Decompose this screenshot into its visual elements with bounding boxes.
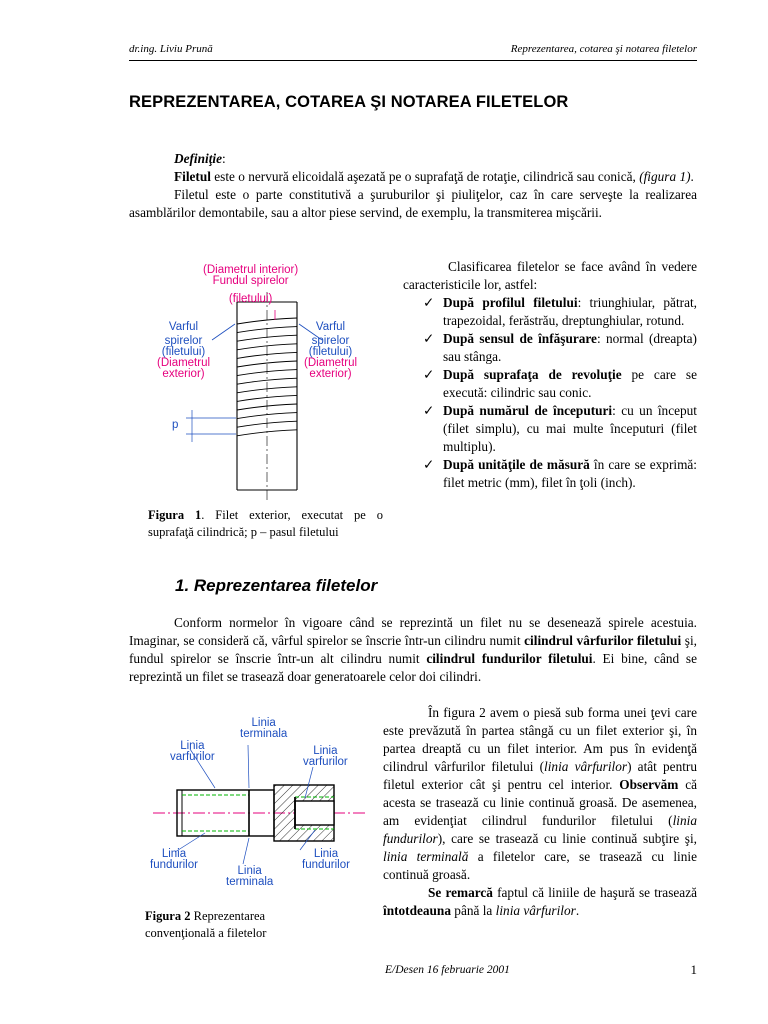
- definition-text: este o nervură elicoidală aşezată pe o suprafaţă de rotaţie, cilindrică sau conică,: [210, 169, 640, 184]
- classification-item-text: în care se exprimă: filet metric (mm), filet în ţoli (inch).: [443, 457, 698, 490]
- fig1-label-left-1: Varful: [168, 321, 199, 333]
- p2-f: linia fundurilor: [383, 813, 697, 846]
- fig2-label-fundurilor-left: [150, 849, 198, 871]
- classification-item: [423, 330, 697, 366]
- fig2-lbl-5b: terminala: [226, 876, 274, 888]
- fig2-lbl-6a: Linia: [313, 848, 339, 860]
- check-icon: ✓: [423, 331, 435, 346]
- figure1-arrow-left: [212, 324, 235, 340]
- fig1-label-right-4: (Diametrul: [304, 357, 358, 369]
- classification-item-text: : normal (dreapta) sau stânga.: [443, 331, 697, 364]
- p3-d: până la: [450, 903, 496, 918]
- check-icon: ✓: [423, 295, 435, 310]
- fig2-lbl-3a: Linia: [313, 745, 338, 757]
- check-icon: ✓: [423, 367, 435, 382]
- fig1-label-left: [157, 322, 210, 380]
- fig1-label-top: [203, 265, 298, 305]
- p3-e: linia vârfurilor: [495, 903, 576, 918]
- check-icon: ✓: [423, 403, 435, 418]
- fig2-label-fundurilor-right: [302, 849, 350, 871]
- definition-block: [129, 150, 697, 222]
- p2-h: linia terminală: [383, 849, 469, 864]
- classification-item-bold: După profilul filetului: [443, 295, 578, 310]
- leader-1: [248, 745, 249, 788]
- p2-a: În figura 2 avem o piesă sub forma unei ţevi care este prevăzută în partea stângă cu un filet exterior şi, în partea dreaptă cu un filet interior. Am pus în evidenţă cilindrul vârfurilor filetului (: [383, 705, 697, 774]
- check-icon: ✓: [423, 457, 435, 472]
- section1-paragraph-2-block: [383, 704, 697, 920]
- fig2-lbl-1a: Linia: [251, 717, 276, 729]
- figure1-caption: [148, 507, 383, 541]
- definition-fig-ref: (figura 1): [639, 169, 691, 184]
- definition-label: Definiţie: [174, 151, 223, 166]
- classification-item-text: : cu un început (filet simplu), cu mai multe începuturi (filet multiplu).: [443, 403, 698, 454]
- p1-d: cilindrul fundurilor filetului: [426, 651, 593, 666]
- fig1-label-right-1: Varful: [315, 321, 346, 333]
- section1-paragraph-2: [383, 704, 697, 884]
- p1-a: Conform normelor în vigoare când se reprezintă un filet nu se desenează spirele acestuia. Imaginar, se consideră că, vârful spirelor se înscrie într-un cilindru numit: [129, 615, 697, 648]
- p2-c: ) atât pentru filetul exterior cât şi pentru cel interior.: [383, 759, 697, 792]
- fig1-label-top-2: Fundul spirelor: [212, 275, 289, 287]
- section-heading: 1. Reprezentarea filetelor: [175, 576, 378, 595]
- classification-intro: Clasificarea filetelor se face având în vedere caracteristicile lor, astfel:: [403, 259, 697, 292]
- classification-item: [423, 294, 697, 330]
- header-doc-title: Reprezentarea, cotarea şi notarea filetelor: [510, 43, 697, 55]
- p2-e: că acesta se trasează cu linie continuă groasă. De asemenea, am evidenţiat cilindrul fundurilor filetului (: [383, 777, 697, 828]
- fig1-label-left-5: exterior): [162, 368, 205, 380]
- fig1-label-right: [304, 322, 357, 380]
- fig2-lbl-4a: Linia: [161, 848, 187, 860]
- section1-paragraph-3: [383, 884, 697, 920]
- header-rule: [129, 60, 697, 61]
- definition-term: Filetul: [174, 169, 211, 184]
- fig1-pitch-label: p: [172, 419, 179, 431]
- fig2-lbl-5a: Linia: [237, 865, 262, 877]
- fig1-label-left-3: (filetului): [161, 346, 206, 358]
- classification-item: [423, 366, 697, 402]
- footer-left: E/Desen 16 februarie 2001: [385, 964, 510, 976]
- definition-paragraph: [129, 168, 697, 186]
- p3-b: faptul că liniile de haşură se trasează: [492, 885, 697, 900]
- definition-end: .: [690, 169, 694, 184]
- classification-item-text: : triunghiular, pătrat, trapezoidal, ferăstrău, dreptunghiular, rotund.: [443, 295, 697, 328]
- leader-5: [243, 838, 249, 864]
- fig2-lbl-2a: Linia: [180, 740, 205, 752]
- p2-g: ), care se trasează cu linie continuă subţire şi,: [437, 831, 697, 846]
- classification-item: [423, 456, 697, 492]
- figure2-caption-text: Reprezentarea convenţională a filetelor: [145, 909, 267, 940]
- fig1-label-right-3: (filetului): [308, 346, 353, 358]
- p2-i: a filetelor care, se trasează cu linie continuă groasă.: [383, 849, 697, 882]
- p1-c: şi, fundul spirelor se înscrie într-un alt cilindru numit: [129, 633, 697, 666]
- p1-b: cilindrul vârfurilor filetului: [524, 633, 682, 648]
- p2-b: linia vârfurilor: [544, 759, 628, 774]
- classification-item-bold: După unităţile de măsură: [443, 457, 590, 472]
- classification-block: [403, 258, 697, 492]
- classification-item: [423, 402, 697, 456]
- figure2-caption-bold: Figura 2: [145, 909, 191, 923]
- definition-colon: :: [222, 151, 226, 166]
- fig2-label-terminala-top: [240, 718, 287, 740]
- classification-item-bold: După sensul de înfăşurare: [443, 331, 597, 346]
- figure2-internal-hole: [295, 801, 334, 825]
- p2-d: Observăm: [619, 777, 679, 792]
- classification-item-bold: După numărul de începuturi: [443, 403, 613, 418]
- page-number: 1: [690, 962, 697, 977]
- fig1-label-left-4: (Diametrul: [157, 357, 211, 369]
- fig1-label-left-2: spirelor: [164, 335, 203, 347]
- classification-item-text: pe care se execută: cilindric sau conic.: [443, 367, 697, 400]
- fig1-label-top-3: (filetului): [228, 293, 273, 305]
- fig2-label-varfurilor-right: [303, 746, 348, 768]
- header-author: dr.ing. Liviu Prună: [129, 43, 213, 55]
- definition-paragraph-2: Filetul este o parte constitutivă a şuruburilor şi piuliţelor, caz în care serveşte la realizarea asamblărilor demontabile, sau a altor piese servind, de exemplu, la transmiterea mişcării.: [129, 187, 697, 220]
- p3-a: Se remarcă: [428, 885, 493, 900]
- figure1-caption-text: . Filet exterior, executat pe o suprafaţă cilindrică; p – pasul filetului: [148, 508, 383, 539]
- page-title: REPREZENTAREA, COTAREA ŞI NOTAREA FILETELOR: [129, 93, 569, 111]
- fig2-lbl-1b: terminala: [240, 728, 288, 740]
- classification-item-bold: După suprafaţa de revoluţie: [443, 367, 622, 382]
- p1-e: . Ei bine, când se reprezintă un filet se trasează doar generatoarele celor doi cilindri.: [129, 651, 697, 684]
- fig2-label-terminala-bottom: [226, 866, 273, 888]
- section1-paragraph-1: [129, 614, 697, 686]
- p3-f: .: [575, 903, 580, 918]
- fig2-lbl-6b: fundurilor: [302, 859, 350, 871]
- fig2-lbl-4b: fundurilor: [150, 859, 198, 871]
- p3-c: întotdeauna: [383, 903, 451, 918]
- figure1-caption-bold: Figura 1: [148, 508, 202, 522]
- fig2-lbl-2b: varfurilor: [170, 751, 215, 763]
- fig2-lbl-3b: varfurilor: [303, 756, 348, 768]
- fig1-label-right-5: exterior): [309, 368, 352, 380]
- figure2-caption: [145, 908, 305, 942]
- fig1-label-top-1: (Diametrul interior): [203, 264, 299, 276]
- fig1-label-right-2: spirelor: [311, 335, 350, 347]
- fig2-label-varfurilor-left: [170, 741, 215, 763]
- classification-list: [423, 294, 697, 492]
